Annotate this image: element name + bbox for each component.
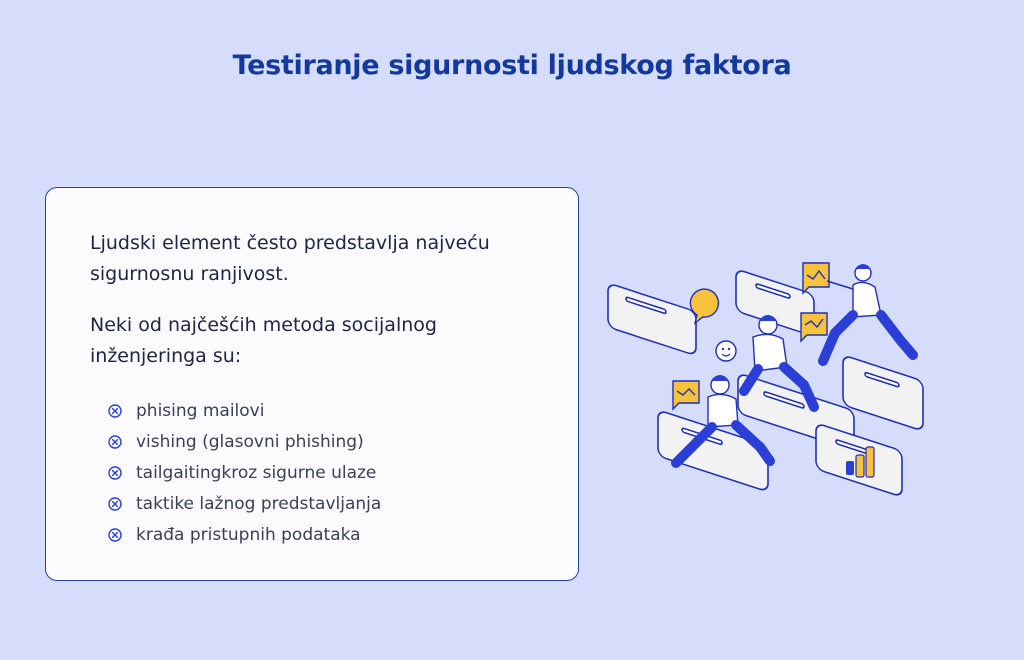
phone-slab: [843, 355, 923, 431]
circle-x-icon: [108, 528, 122, 542]
circle-x-icon: [108, 466, 122, 480]
list-item: [108, 519, 381, 550]
list-item-label: tailgaitingkroz sigurne ulaze: [136, 462, 377, 483]
list-item-label: krađa pristupnih podataka: [136, 524, 361, 545]
circle-x-icon: [108, 404, 122, 418]
info-card: [45, 187, 579, 581]
person-figure: [823, 264, 913, 361]
list-item-label: taktike lažnog predstavljanja: [136, 493, 382, 514]
methods-intro-paragraph: Neki od najčešćih metoda socijalnog inženjeringa su:: [90, 314, 437, 367]
smiley-icon: [716, 341, 736, 361]
list-item-label: vishing (glasovni phishing): [136, 431, 364, 452]
methods-list: [108, 395, 381, 550]
intro-paragraph: Ljudski element često predstavlja najveću sigurnosnu ranjivost.: [90, 232, 490, 285]
list-item: [108, 457, 381, 488]
page-title: Testiranje sigurnosti ljudskog faktora: [232, 50, 792, 81]
list-item: [108, 488, 381, 519]
phone-slab: [608, 283, 696, 356]
circle-x-icon: [108, 497, 122, 511]
circle-x-icon: [108, 435, 122, 449]
people-on-phones-illustration: [598, 255, 938, 515]
list-item: [108, 395, 381, 426]
list-item: [108, 426, 381, 457]
list-item-label: phising mailovi: [136, 400, 265, 421]
